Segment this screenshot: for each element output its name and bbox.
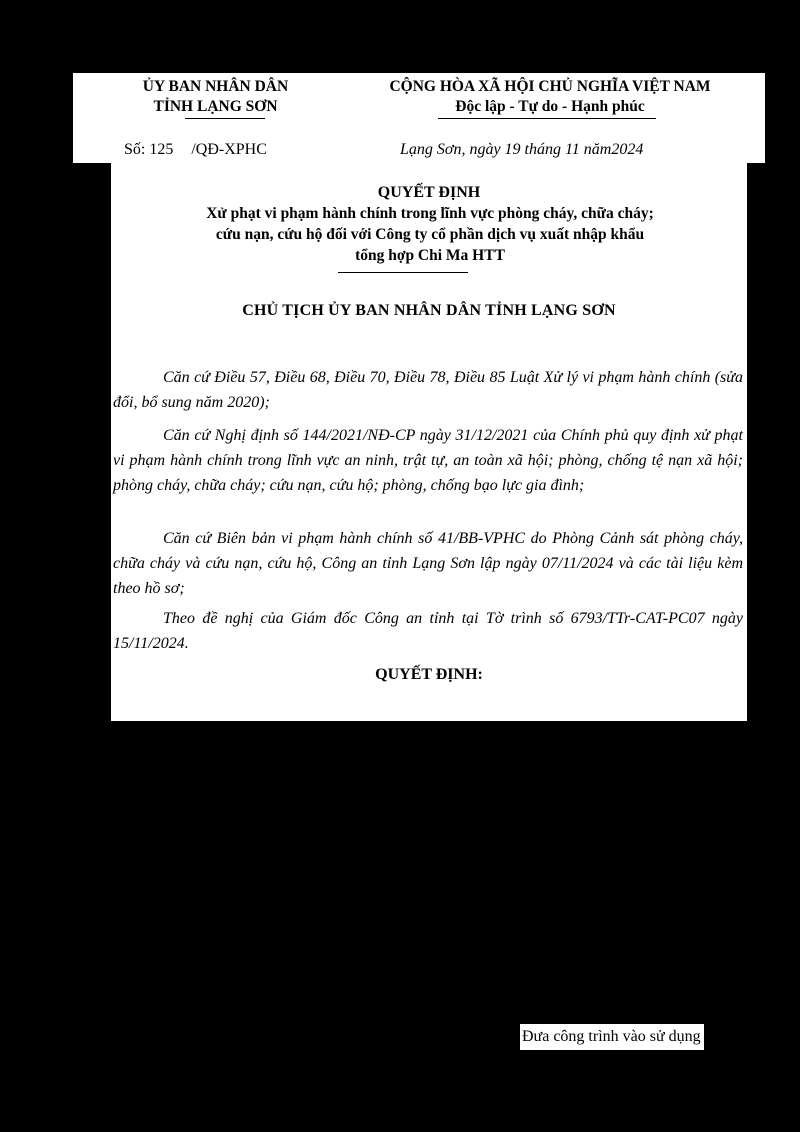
motto-underline — [438, 118, 656, 119]
org-line-2: TỈNH LẠNG SƠN — [153, 98, 278, 115]
nation-line-1: CỘNG HÒA XÃ HỘI CHỦ NGHĨA VIỆT NAM — [389, 78, 711, 95]
legal-basis-paragraph: Căn cứ Điều 57, Điều 68, Điều 70, Điều 78, Điều 85 Luật Xử lý vi phạm hành chính (sửa đổi, bổ sung năm 2020); — [113, 369, 743, 411]
proposal-paragraph: Theo đề nghị của Giám đốc Công an tỉnh tại Tờ trình số 6793/TTr-CAT-PC07 ngày 15/11/2024. — [113, 610, 743, 652]
issuing-authority: CHỦ TỊCH ỦY BAN NHÂN DÂN TỈNH LẠNG SƠN — [242, 302, 616, 319]
doc-number-suffix: /QĐ-XPHC — [191, 141, 267, 158]
doc-number-prefix: Số: 125 — [124, 141, 174, 158]
document-number — [124, 141, 267, 159]
document-title: QUYẾT ĐỊNH — [377, 184, 481, 201]
subtitle-line-3: tổng hợp Chi Ma HTT — [355, 247, 505, 264]
nation-line-2: Độc lập - Tự do - Hạnh phúc — [455, 98, 645, 115]
legal-basis-paragraph: Căn cứ Nghị định số 144/2021/NĐ-CP ngày 31/12/2021 của Chính phủ quy định xử phạt vi phạm hành chính trong lĩnh vực an ninh, trật tự, an toàn xã hội; phòng, chống tệ nạn xã hội; phòng cháy, chữa cháy; cứu nạn, cứu hộ; phòng, chống bạo lực gia đình; — [113, 427, 743, 494]
issuing-organization — [73, 77, 358, 117]
document-subtitle — [150, 203, 710, 266]
national-motto — [350, 77, 750, 117]
decide-heading: QUYẾT ĐỊNH: — [375, 666, 483, 683]
subtitle-line-1: Xử phạt vi phạm hành chính trong lĩnh vực phòng cháy, chữa cháy; — [206, 205, 654, 222]
document-date: Lạng Sơn, ngày 19 tháng 11 năm2024 — [400, 141, 644, 158]
org-line-1: ỦY BAN NHÂN DÂN — [142, 78, 289, 95]
caption-label: Đưa công trình vào sử dụng — [520, 1024, 704, 1050]
org-underline — [185, 118, 265, 119]
title-underline — [338, 272, 468, 273]
subtitle-line-2: cứu nạn, cứu hộ đối với Công ty cổ phần dịch vụ xuất nhập khẩu — [215, 226, 645, 243]
legal-basis-paragraph: Căn cứ Biên bản vi phạm hành chính số 41/BB-VPHC do Phòng Cảnh sát phòng cháy, chữa cháy và cứu nạn, cứu hộ, Công an tỉnh Lạng Sơn lập ngày 07/11/2024 và các tài liệu kèm theo hồ sơ; — [113, 530, 743, 597]
